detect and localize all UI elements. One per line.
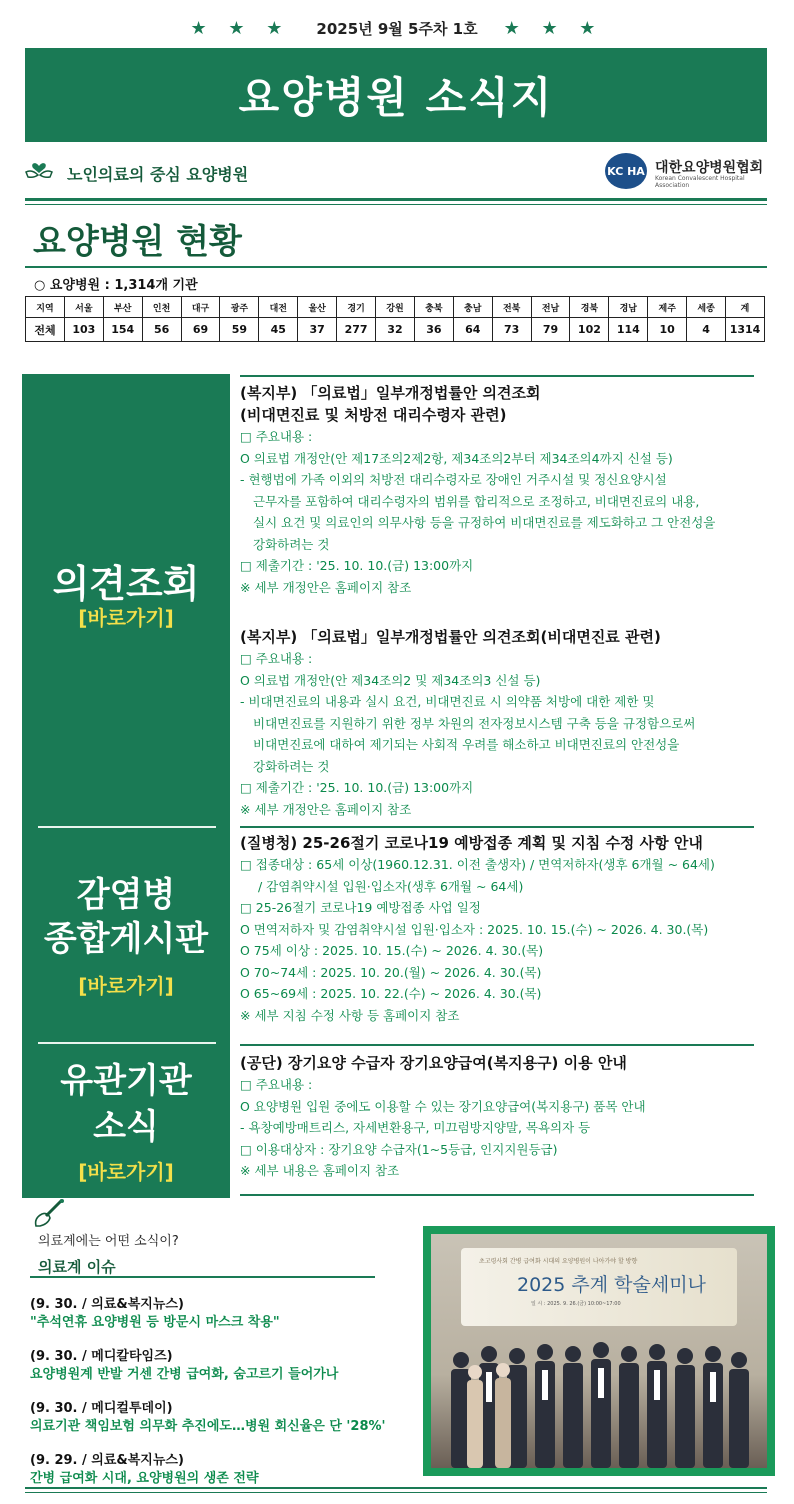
item-title: (복지부) 「의료법」일부개정법률안 의견조회(비대면진료 관련) — [240, 628, 661, 646]
table-cell: 충북 — [414, 297, 453, 318]
table-cell: 계 — [726, 297, 765, 318]
table-cell: 114 — [609, 318, 648, 342]
item-title: (복지부) 「의료법」일부개정법률안 의견조회 — [240, 384, 541, 402]
content-line: ※ 세부 지침 수정 사항 등 홈페이지 참조 — [240, 1007, 460, 1023]
table-cell: 전체 — [26, 318, 65, 342]
opinion-item-2 — [240, 626, 790, 820]
item-title: (공단) 장기요양 수급자 장기요양급여(복지용구) 이용 안내 — [240, 1054, 627, 1072]
infection-link[interactable]: [바로가기] — [78, 974, 174, 998]
news-item[interactable] — [30, 1452, 435, 1488]
table-cell: 경북 — [570, 297, 609, 318]
seminar-banner — [461, 1248, 737, 1326]
table-cell: 울산 — [298, 297, 337, 318]
status-title: 요양병원 현황 — [33, 222, 242, 262]
news-title[interactable]: 의료기관 책임보험 의무화 추진에도…병원 회신율은 단 '28%' — [30, 1419, 386, 1434]
table-cell: 103 — [64, 318, 103, 342]
news-title[interactable]: 간병 급여화 시대, 요양병원의 생존 전략 — [30, 1471, 259, 1486]
table-cell: 79 — [531, 318, 570, 342]
issue-line — [0, 14, 794, 42]
table-cell: 1314 — [726, 318, 765, 342]
related-label-1: 유관기관 — [60, 1061, 192, 1101]
slogan-row — [25, 150, 767, 196]
content-line: ※ 세부 내용은 홈페이지 참조 — [240, 1163, 400, 1178]
divider — [25, 266, 767, 268]
divider — [240, 1044, 754, 1046]
related-item — [240, 1052, 790, 1182]
table-cell: 45 — [259, 318, 298, 342]
content-line: 비대면진료를 지원하기 위한 정부 차원의 전자정보시스템 구축 등을 규정함으로써 — [253, 715, 696, 731]
table-cell: 경기 — [337, 297, 376, 318]
news-item[interactable] — [30, 1400, 435, 1436]
divider — [240, 826, 754, 828]
content-line: 강화하려는 것 — [253, 536, 330, 552]
content-line: 강화하려는 것 — [253, 758, 330, 774]
content-line: O 65~69세 : 2025. 10. 22.(수) ~ 2026. 4. 30.(목) — [240, 986, 542, 1001]
content-line: O 면역저하자 및 감염취약시설 입원·입소자 : 2025. 10. 15.(수) ~ 2026. 4. 30.(목) — [240, 921, 709, 937]
table-cell: 경남 — [609, 297, 648, 318]
infection-item — [240, 832, 790, 1026]
divider — [240, 1194, 754, 1196]
news-list — [30, 1296, 435, 1504]
table-cell: 56 — [142, 318, 181, 342]
newsletter-title: 요양병원 소식지 — [238, 73, 554, 122]
table-cell: 73 — [492, 318, 531, 342]
table-cell: 제주 — [648, 297, 687, 318]
table-cell: 37 — [298, 318, 337, 342]
opinion-label: 의견조회 — [52, 562, 200, 606]
opinion-item-1 — [240, 382, 790, 598]
news-item[interactable] — [30, 1348, 435, 1384]
kcha-logo: KC HA — [605, 153, 647, 189]
table-row — [26, 318, 765, 342]
related-link[interactable]: [바로가기] — [78, 1160, 174, 1184]
content-line: O 의료법 개정안(안 제34조의2 및 제34조의3 신설 등) — [240, 672, 541, 688]
table-cell: 59 — [220, 318, 259, 342]
content-line: - 욕창예방매트리스, 자세변환용구, 미끄럼방지양말, 목욕의자 등 — [240, 1120, 591, 1135]
table-cell: 충남 — [453, 297, 492, 318]
news-source: (9. 30. / 메디컬투데이) — [30, 1401, 173, 1416]
star-decoration: ★ ★ ★ — [190, 17, 291, 39]
infection-label-2: 종합게시판 — [43, 919, 209, 959]
content-line: ※ 세부 개정안은 홈페이지 참조 — [240, 579, 412, 595]
table-cell: 32 — [376, 318, 415, 342]
content-line: □ 제출기간 : '25. 10. 10.(금) 13:00까지 — [240, 780, 474, 795]
news-title[interactable]: 요양병원계 반발 거센 간병 급여화, 숨고르기 들어가나 — [30, 1367, 339, 1382]
table-cell: 강원 — [376, 297, 415, 318]
news-item[interactable] — [30, 1296, 435, 1332]
content-line: □ 주요내용 : — [240, 651, 313, 666]
news-question: 의료계에는 어떤 소식이? — [38, 1234, 179, 1249]
org-name-english: Korean Convalescent Hospital Association — [655, 175, 745, 189]
news-source: (9. 30. / 의료&복지뉴스) — [30, 1297, 184, 1312]
divider — [25, 204, 767, 205]
table-cell: 세종 — [687, 297, 726, 318]
divider — [38, 1042, 216, 1044]
content-line: O 75세 이상 : 2025. 10. 15.(수) ~ 2026. 4. 30.(목) — [240, 943, 544, 958]
content-line: □ 접종대상 : 65세 이상(1960.12.31. 이전 출생자) / 면역저하자(생후 6개월 ~ 64세) — [240, 857, 715, 872]
pen-hand-icon — [32, 1198, 66, 1228]
item-title: (비대면진료 및 처방전 대리수령자 관련) — [240, 406, 507, 424]
content-line: □ 주요내용 : — [240, 429, 313, 444]
table-header-row — [26, 297, 765, 318]
banner-title: 2025 추계 학술세미나 — [517, 1274, 706, 1296]
infection-label-1: 감염병 — [76, 875, 176, 915]
item-title: (질병청) 25-26절기 코로나19 예방접종 계획 및 지침 수정 사항 안내 — [240, 834, 703, 852]
table-cell: 4 — [687, 318, 726, 342]
content-line: □ 이용대상자 : 장기요양 수급자(1~5등급, 인지지원등급) — [240, 1141, 558, 1157]
news-source: (9. 30. / 메디칼타임즈) — [30, 1349, 173, 1364]
table-cell: 36 — [414, 318, 453, 342]
banner-date: 일 시 : 2025. 9. 26.(금) 10:00~17:00 — [531, 1301, 621, 1307]
news-source: (9. 29. / 의료&복지뉴스) — [30, 1453, 184, 1468]
table-cell: 64 — [453, 318, 492, 342]
content-line: 비대면진료에 대하여 제기되는 사회적 우려를 해소하고 비대면진료의 안전성을 — [253, 737, 680, 752]
news-title[interactable]: "추석연휴 요양병원 등 방문시 마스크 착용" — [30, 1315, 280, 1330]
table-cell: 전남 — [531, 297, 570, 318]
divider — [25, 1492, 767, 1493]
banner-subtitle: 초고령사회 간병 급여화 시대의 요양병원이 나아가야 할 방향 — [479, 1258, 638, 1265]
divider — [38, 826, 216, 828]
issue-number: 2025년 9월 5주차 1호 — [316, 19, 478, 38]
content-line: 근무자를 포함하여 대리수령자의 범위를 합리적으로 조정하고, 비대면진료의 내용, — [253, 493, 700, 509]
divider — [25, 1487, 767, 1489]
slogan: 노인의료의 중심 요양병원 — [67, 165, 249, 184]
title-banner — [25, 48, 767, 142]
star-decoration: ★ ★ ★ — [503, 17, 604, 39]
table-cell: 277 — [337, 318, 376, 342]
table-cell: 69 — [181, 318, 220, 342]
divider — [25, 198, 767, 201]
opinion-link[interactable]: [바로가기] — [78, 606, 174, 630]
content-line: ※ 세부 개정안은 홈페이지 참조 — [240, 801, 412, 817]
content-line: - 비대면진료의 내용과 실시 요건, 비대면진료 시 의약품 처방에 대한 제한 및 — [240, 694, 655, 709]
content-line: □ 25-26절기 코로나19 예방접종 사업 일정 — [240, 900, 481, 915]
table-cell: 서울 — [64, 297, 103, 318]
table-cell: 10 — [648, 318, 687, 342]
table-cell: 지역 — [26, 297, 65, 318]
region-table — [25, 296, 765, 342]
table-cell: 154 — [103, 318, 142, 342]
table-cell: 대전 — [259, 297, 298, 318]
content-line: O 70~74세 : 2025. 10. 20.(월) ~ 2026. 4. 30.(목) — [240, 964, 542, 980]
table-cell: 대구 — [181, 297, 220, 318]
seminar-photo — [431, 1234, 767, 1468]
content-line: O 의료법 개정안(안 제17조의2제2항, 제34조의2부터 제34조의4까지 신설 등) — [240, 450, 673, 466]
content-line: 실시 요건 및 의료인의 의무사항 등을 규정하여 비대면진료를 제도화하고 그 안전성을 — [253, 515, 716, 530]
hands-heart-icon — [25, 158, 53, 180]
org-name: 대한요양병원협회 — [655, 160, 764, 176]
hospital-count: ○ 요양병원 : 1,314개 기관 — [34, 278, 198, 293]
content-line: □ 주요내용 : — [240, 1077, 313, 1092]
divider — [240, 375, 754, 377]
table-cell: 광주 — [220, 297, 259, 318]
news-heading: 의료계 이슈 — [38, 1258, 116, 1276]
related-label-2: 소식 — [93, 1107, 159, 1147]
content-line: / 감염취약시설 입원·입소자(생후 6개월 ~ 64세) — [258, 878, 524, 894]
content-line: O 요양병원 입원 중에도 이용할 수 있는 장기요양급여(복지용구) 품목 안내 — [240, 1098, 646, 1114]
table-cell: 부산 — [103, 297, 142, 318]
table-cell: 전북 — [492, 297, 531, 318]
table-cell: 인천 — [142, 297, 181, 318]
table-cell: 102 — [570, 318, 609, 342]
group-people-illustration — [441, 1332, 757, 1468]
content-line: □ 제출기간 : '25. 10. 10.(금) 13:00까지 — [240, 558, 474, 573]
divider — [30, 1276, 375, 1278]
content-line: - 현행법에 가족 이외의 처방전 대리수령자로 장애인 거주시설 및 정신요양시설 — [240, 472, 667, 487]
